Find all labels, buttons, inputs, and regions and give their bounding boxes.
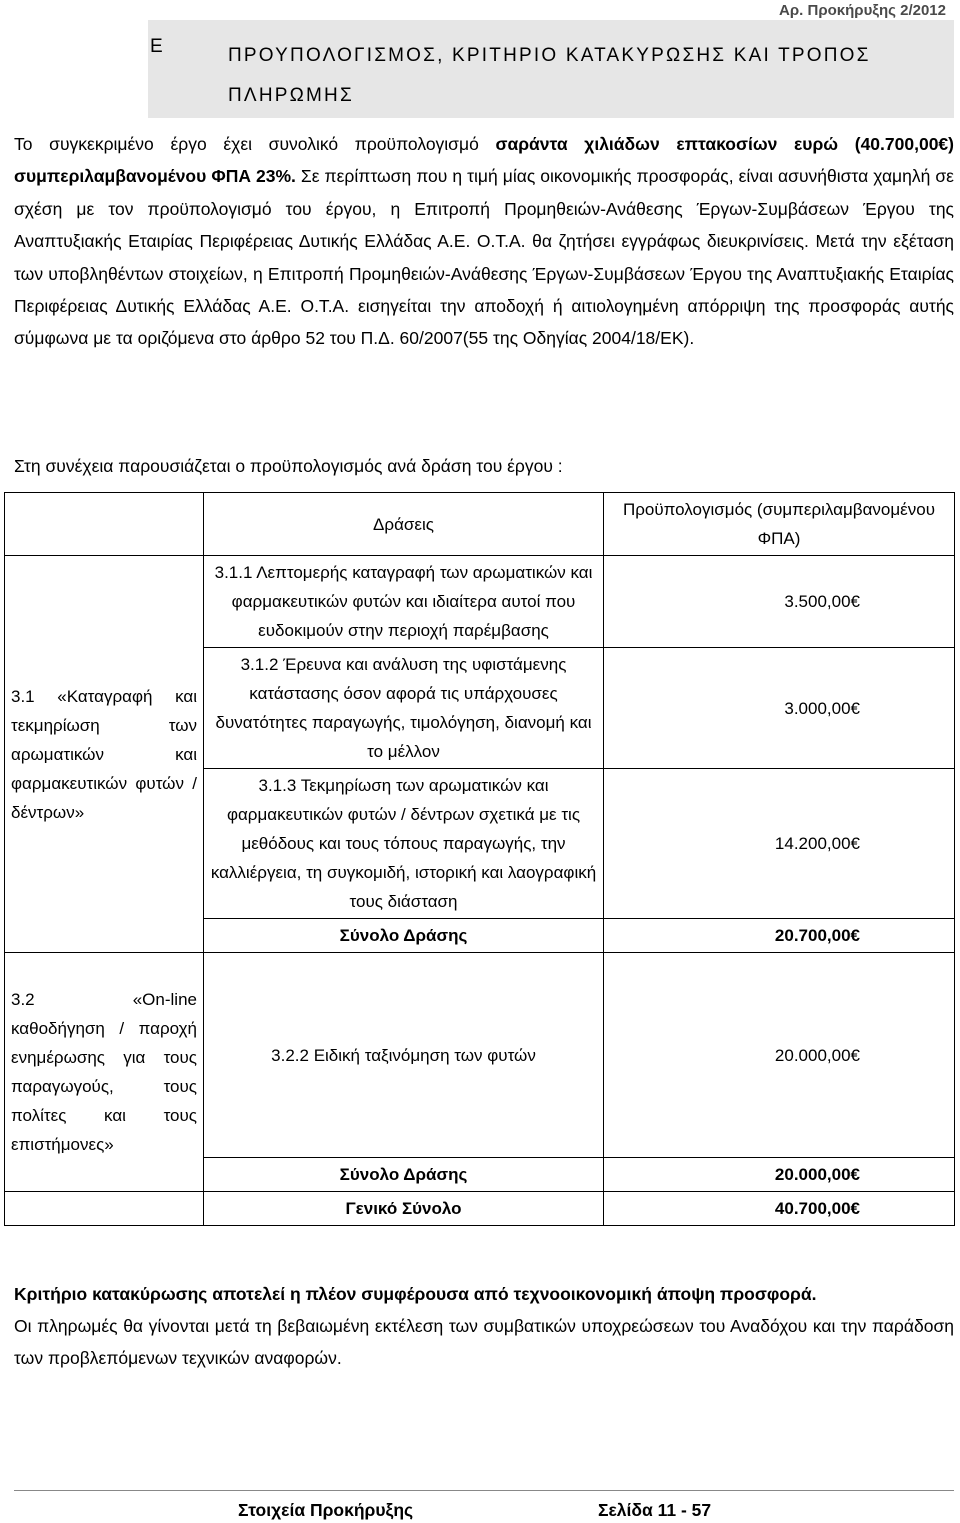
budget-intro: Στη συνέχεια παρουσιάζεται ο προϋπολογισμός ανά δράση του έργου : — [14, 456, 563, 476]
group1-action-3: 3.1.3 Τεκμηρίωση των αρωματικών και φαρμακευτικών φυτών / δέντρων σχετικά με τις μεθόδους και τους τόπους παραγωγής, την καλλιέργεια, τη συγκομιδή, ιστορική και λαογραφική τους διάσταση — [204, 769, 604, 919]
group2-total-amount: 20.000,00€ — [604, 1158, 955, 1192]
table-header-budget: Προϋπολογισμός (συμπεριλαμβανομένου ΦΠΑ) — [604, 493, 955, 556]
group1-amount-1: 3.500,00€ — [604, 556, 955, 648]
group1-total-label: Σύνολο Δράσης — [204, 919, 604, 953]
section-title: ΠΡΟΥΠΟΛΟΓΙΣΜΟΣ, ΚΡΙΤΗΡΙΟ ΚΑΤΑΚΥΡΩΣΗΣ ΚΑΙ ΤΡΟΠΟΣ ΠΛΗΡΩΜΗΣ — [228, 45, 871, 106]
footer-divider — [14, 1490, 954, 1491]
paragraph-text-2: Σε περίπτωση που η τιμή μίας οικονομικής προσφοράς, είναι ασυνήθιστα χαμηλή σε σχέση με τον προϋπολογισμό του έργου, η Επιτροπή Προμηθειών-Ανάθεσης Έργων-Συμβάσεων Έργου της Αναπτυξιακής Εταιρίας Περιφέρειας Δυτικής Ελλάδας Α.Ε. Ο.Τ.Α. θα ζητήσει εγγράφως διευκρινίσεις. Μετά την εξέταση των υποβληθέντων στοιχείων, η Επιτροπή Προμηθειών-Ανάθεσης Έργων-Συμβάσεων Έργου της Αναπτυξιακής Εταιρίας Περιφέρειας Δυτικής Ελλάδας Α.Ε. Ο.Τ.Α. εισηγείται την αποδοχή ή αιτιολογημένη απόρριψη της προσφοράς αυτής σύμφωνα με τα οριζόμενα στο άρθρο 52 του Π.Δ. 60/2007(55 της Οδηγίας 2004/18/ΕΚ). — [14, 166, 954, 349]
grand-total-amount: 40.700,00€ — [604, 1192, 955, 1226]
group1-amount-2: 3.000,00€ — [604, 648, 955, 769]
grand-total-label: Γενικό Σύνολο — [204, 1192, 604, 1226]
grand-total-empty — [5, 1192, 204, 1226]
table-row — [5, 953, 955, 1158]
paragraph-text-1: Το συγκεκριμένο έργο έχει συνολικό προϋπολογισμό — [14, 134, 496, 154]
group2-amount-1: 20.000,00€ — [604, 953, 955, 1158]
budget-table — [4, 492, 955, 1226]
criterion-section — [14, 1278, 954, 1374]
group2-title: 3.2 «On-line καθοδήγηση / παροχή ενημέρωσης για τους παραγωγούς, τους πολίτες και τους επιστήμονες» — [5, 953, 204, 1192]
group1-total-amount: 20.700,00€ — [604, 919, 955, 953]
footer-title: Στοιχεία Προκήρυξης — [238, 1500, 414, 1520]
budget-paragraph — [14, 128, 954, 355]
table-row — [5, 1192, 955, 1226]
document-reference: Αρ. Προκήρυξης 2/2012 — [779, 2, 946, 19]
table-header-actions: Δράσεις — [204, 493, 604, 556]
page-number: Σελίδα 11 - 57 — [598, 1500, 712, 1520]
payment-text: Οι πληρωμές θα γίνονται μετά τη βεβαιωμένη εκτέλεση των συμβατικών υποχρεώσεων του Αναδόχου και την παράδοση των προβλεπόμενων τεχνικών αναφορών. — [14, 1316, 954, 1368]
group2-action-1: 3.2.2 Ειδική ταξινόμηση των φυτών — [204, 953, 604, 1158]
table-header-row — [5, 493, 955, 556]
paragraph-bold-amount: σαράντα χιλιάδων επτακοσίων ευρώ (40.700,00€) συμπεριλαμβανομένου ΦΠΑ 23%. — [14, 134, 954, 187]
table-header-empty — [5, 493, 204, 556]
group1-action-1: 3.1.1 Λεπτομερής καταγραφή των αρωματικών και φαρμακευτικών φυτών και ιδιαίτερα αυτοί που ευδοκιμούν στην περιοχή παρέμβασης — [204, 556, 604, 648]
group1-amount-3: 14.200,00€ — [604, 769, 955, 919]
group1-title: 3.1 «Καταγραφή και τεκμηρίωση των αρωματικών και φαρμακευτικών φυτών / δέντρων» — [5, 556, 204, 953]
criterion-text: Κριτήριο κατακύρωσης αποτελεί η πλέον συμφέρουσα από τεχνοοικονομική άποψη προσφορά. — [14, 1284, 817, 1304]
group1-action-2: 3.1.2 Έρευνα και ανάλυση της υφιστάμενης κατάστασης όσον αφορά τις υπάρχουσες δυνατότητες παραγωγής, τιμολόγηση, διανομή και το μέλλον — [204, 648, 604, 769]
section-letter: Ε — [150, 36, 164, 57]
group2-total-label: Σύνολο Δράσης — [204, 1158, 604, 1192]
table-row — [5, 556, 955, 648]
